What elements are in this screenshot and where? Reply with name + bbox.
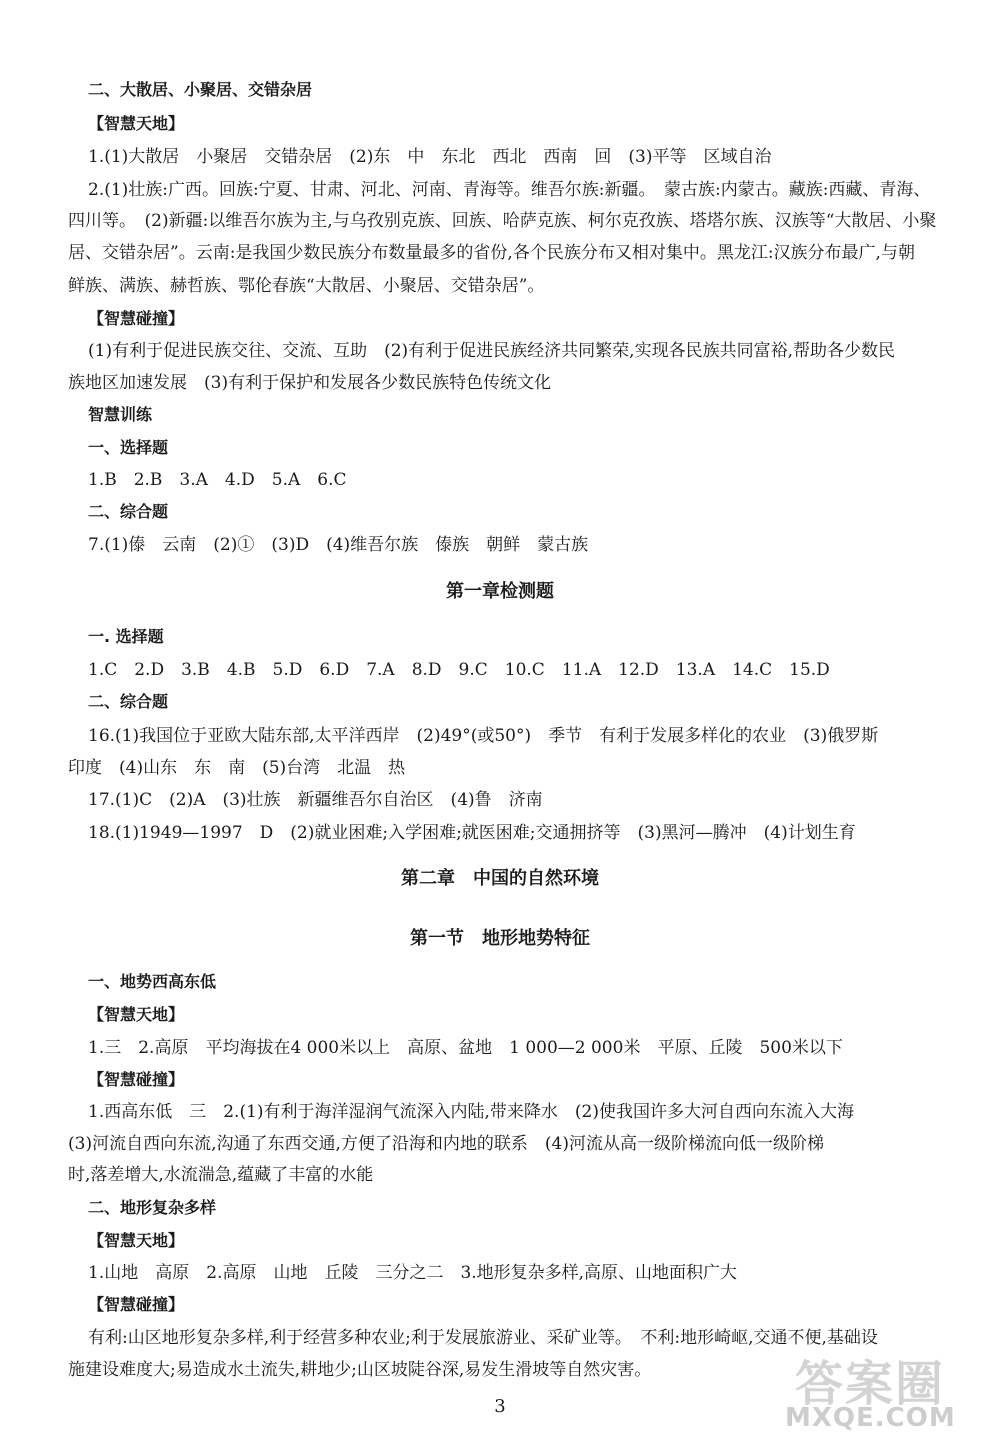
- answer-line: 印度 (4)山东 东 南 (5)台湾 北温 热: [68, 758, 406, 778]
- answer-line: 17.(1)C (2)A (3)壮族 新疆维吾尔自治区 (4)鲁 济南: [88, 790, 543, 810]
- answer-line: 时,落差增大,水流湍急,蕴藏了丰富的水能: [68, 1165, 374, 1185]
- section-heading: 智慧训练: [88, 405, 153, 424]
- answer-line: 1.B 2.B 3.A 4.D 5.A 6.C: [88, 470, 347, 490]
- answer-line: 族地区加速发展 (3)有利于保护和发展各少数民族特色传统文化: [68, 373, 552, 393]
- section-heading: 一、地势西高东低: [88, 972, 217, 991]
- answer-line: (1)有利于促进民族交往、交流、互助 (2)有利于促进民族经济共同繁荣,实现各民族共同富裕,帮助各少数民: [88, 341, 895, 361]
- watermark-logo-text: 答案圈: [795, 1356, 946, 1412]
- watermark-logo: [775, 1345, 990, 1435]
- answer-line: 四川等。 (2)新疆:以维吾尔族为主,与乌孜别克族、回族、哈萨克族、柯尔克孜族、塔塔尔族、汉族等“大散居、小聚: [68, 211, 937, 231]
- answer-line: 鲜族、满族、赫哲族、鄂伦春族“大散居、小聚居、交错杂居”。: [68, 276, 545, 296]
- page-number: 3: [494, 1396, 506, 1417]
- subsection-label: 【智慧天地】: [88, 1005, 185, 1024]
- answer-line: 7.(1)傣 云南 (2)① (3)D (4)维吾尔族 傣族 朝鲜 蒙古族: [88, 535, 589, 555]
- answer-line: 居、交错杂居”。云南:是我国少数民族分布数量最多的省份,各个民族分布又相对集中。黑龙江:汉族分布最广,与朝: [68, 243, 915, 263]
- answer-line: 1.山地 高原 2.高原 山地 丘陵 三分之二 3.地形复杂多样,高原、山地面积广大: [88, 1263, 738, 1283]
- answer-line: 1.C 2.D 3.B 4.B 5.D 6.D 7.A 8.D 9.C 10.C 11.A 12.D 13.A 14.C 15.D: [88, 660, 830, 680]
- answer-line: 施建设难度大;易造成水土流失,耕地少;山区坡陡谷深,易发生滑坡等自然灾害。: [68, 1360, 652, 1380]
- section-heading: 二、综合题: [88, 692, 169, 711]
- answer-line: 有利:山区地形复杂多样,利于经营多种农业;利于发展旅游业、采矿业等。 不利:地形崎岖,交通不便,基础设: [88, 1328, 878, 1348]
- answer-line: 1.三 2.高原 平均海拔在4 000米以上 高原、盆地 1 000—2 000米 平原、丘陵 500米以下: [88, 1038, 843, 1058]
- section-title: 第一节 地形地势特征: [410, 928, 590, 949]
- chapter-title: 第二章 中国的自然环境: [401, 868, 599, 889]
- answer-line: 18.(1)1949—1997 D (2)就业困难;入学困难;就医困难;交通拥挤等 (3)黑河—腾冲 (4)计划生育: [88, 823, 856, 843]
- section-heading: 一、选择题: [88, 438, 169, 457]
- subsection-label: 【智慧天地】: [88, 1231, 185, 1250]
- section-heading: 二、大散居、小聚居、交错杂居: [88, 80, 313, 99]
- section-heading: 二、综合题: [88, 502, 169, 521]
- answer-line: (3)河流自西向东流,沟通了东西交通,方便了沿海和内地的联系 (4)河流从高一级阶梯流向低一级阶梯: [68, 1134, 824, 1154]
- subsection-label: 【智慧天地】: [88, 114, 185, 133]
- subsection-label: 【智慧碰撞】: [88, 309, 185, 328]
- watermark-url: MXQE.COM: [785, 1403, 956, 1433]
- section-heading: 二、地形复杂多样: [88, 1198, 217, 1217]
- subsection-label: 【智慧碰撞】: [88, 1295, 185, 1314]
- subsection-label: 【智慧碰撞】: [88, 1070, 185, 1089]
- section-heading: 一. 选择题: [88, 627, 164, 646]
- answer-line: 16.(1)我国位于亚欧大陆东部,太平洋西岸 (2)49°(或50°) 季节 有利于发展多样化的农业 (3)俄罗斯: [88, 726, 879, 746]
- answer-line: 2.(1)壮族:广西。回族:宁夏、甘肃、河北、河南、青海等。维吾尔族:新疆。 蒙古族:内蒙古。藏族:西藏、青海、: [88, 180, 931, 200]
- answer-line: 1.西高东低 三 2.(1)有利于海洋湿润气流深入内陆,带来降水 (2)使我国许多大河自西向东流入大海: [88, 1102, 855, 1122]
- chapter-test-title: 第一章检测题: [446, 581, 554, 602]
- answer-line: 1.(1)大散居 小聚居 交错杂居 (2)东 中 东北 西北 西南 回 (3)平等 区域自治: [88, 147, 772, 167]
